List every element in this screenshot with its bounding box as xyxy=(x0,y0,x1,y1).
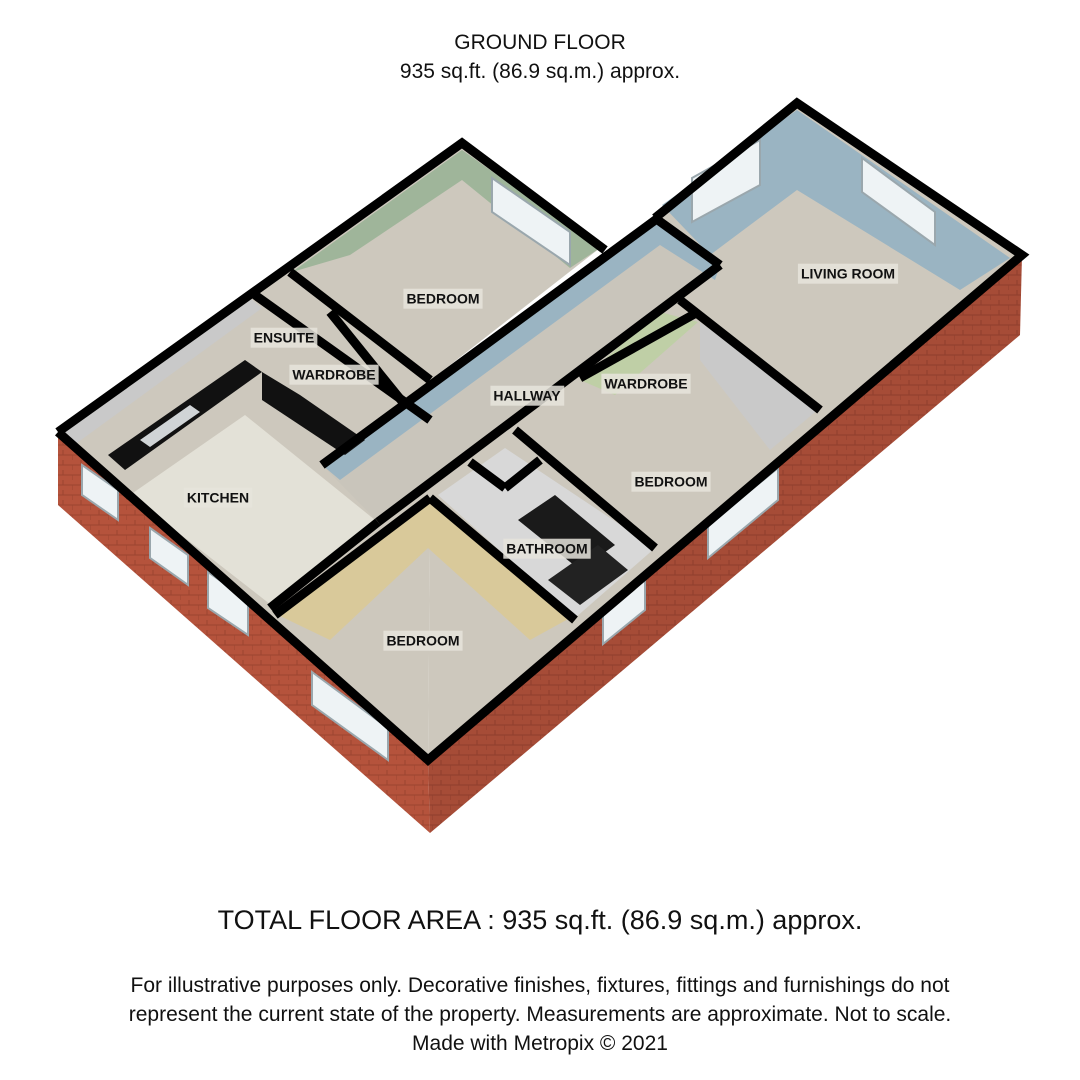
room-label-wardrobe-1: WARDROBE xyxy=(292,366,376,383)
credit-line: Made with Metropix © 2021 xyxy=(412,1032,668,1055)
room-label-bedroom-1: BEDROOM xyxy=(406,290,480,307)
room-label-bedroom-3: BEDROOM xyxy=(386,632,460,649)
disclaimer-line-2: represent the current state of the property. Measurements are approximate. Not to scale. xyxy=(128,1003,952,1026)
room-label-living-room: LIVING ROOM xyxy=(800,265,896,282)
disclaimer xyxy=(0,971,1080,1058)
floor-name: GROUND FLOOR xyxy=(454,31,626,54)
room-label-bathroom: BATHROOM xyxy=(506,540,588,557)
disclaimer-line-1: For illustrative purposes only. Decorative finishes, fixtures, fittings and furnishings do not xyxy=(130,974,950,997)
room-label-ensuite: ENSUITE xyxy=(253,329,315,346)
room-label-kitchen: KITCHEN xyxy=(186,489,250,506)
floor-area: 935 sq.ft. (86.9 sq.m.) approx. xyxy=(399,60,681,83)
room-label-wardrobe-2: WARDROBE xyxy=(604,375,688,392)
room-label-hallway: HALLWAY xyxy=(493,387,561,404)
room-label-bedroom-2: BEDROOM xyxy=(634,473,708,490)
total-floor-area: TOTAL FLOOR AREA : 935 sq.ft. (86.9 sq.m.) approx. xyxy=(217,905,863,935)
